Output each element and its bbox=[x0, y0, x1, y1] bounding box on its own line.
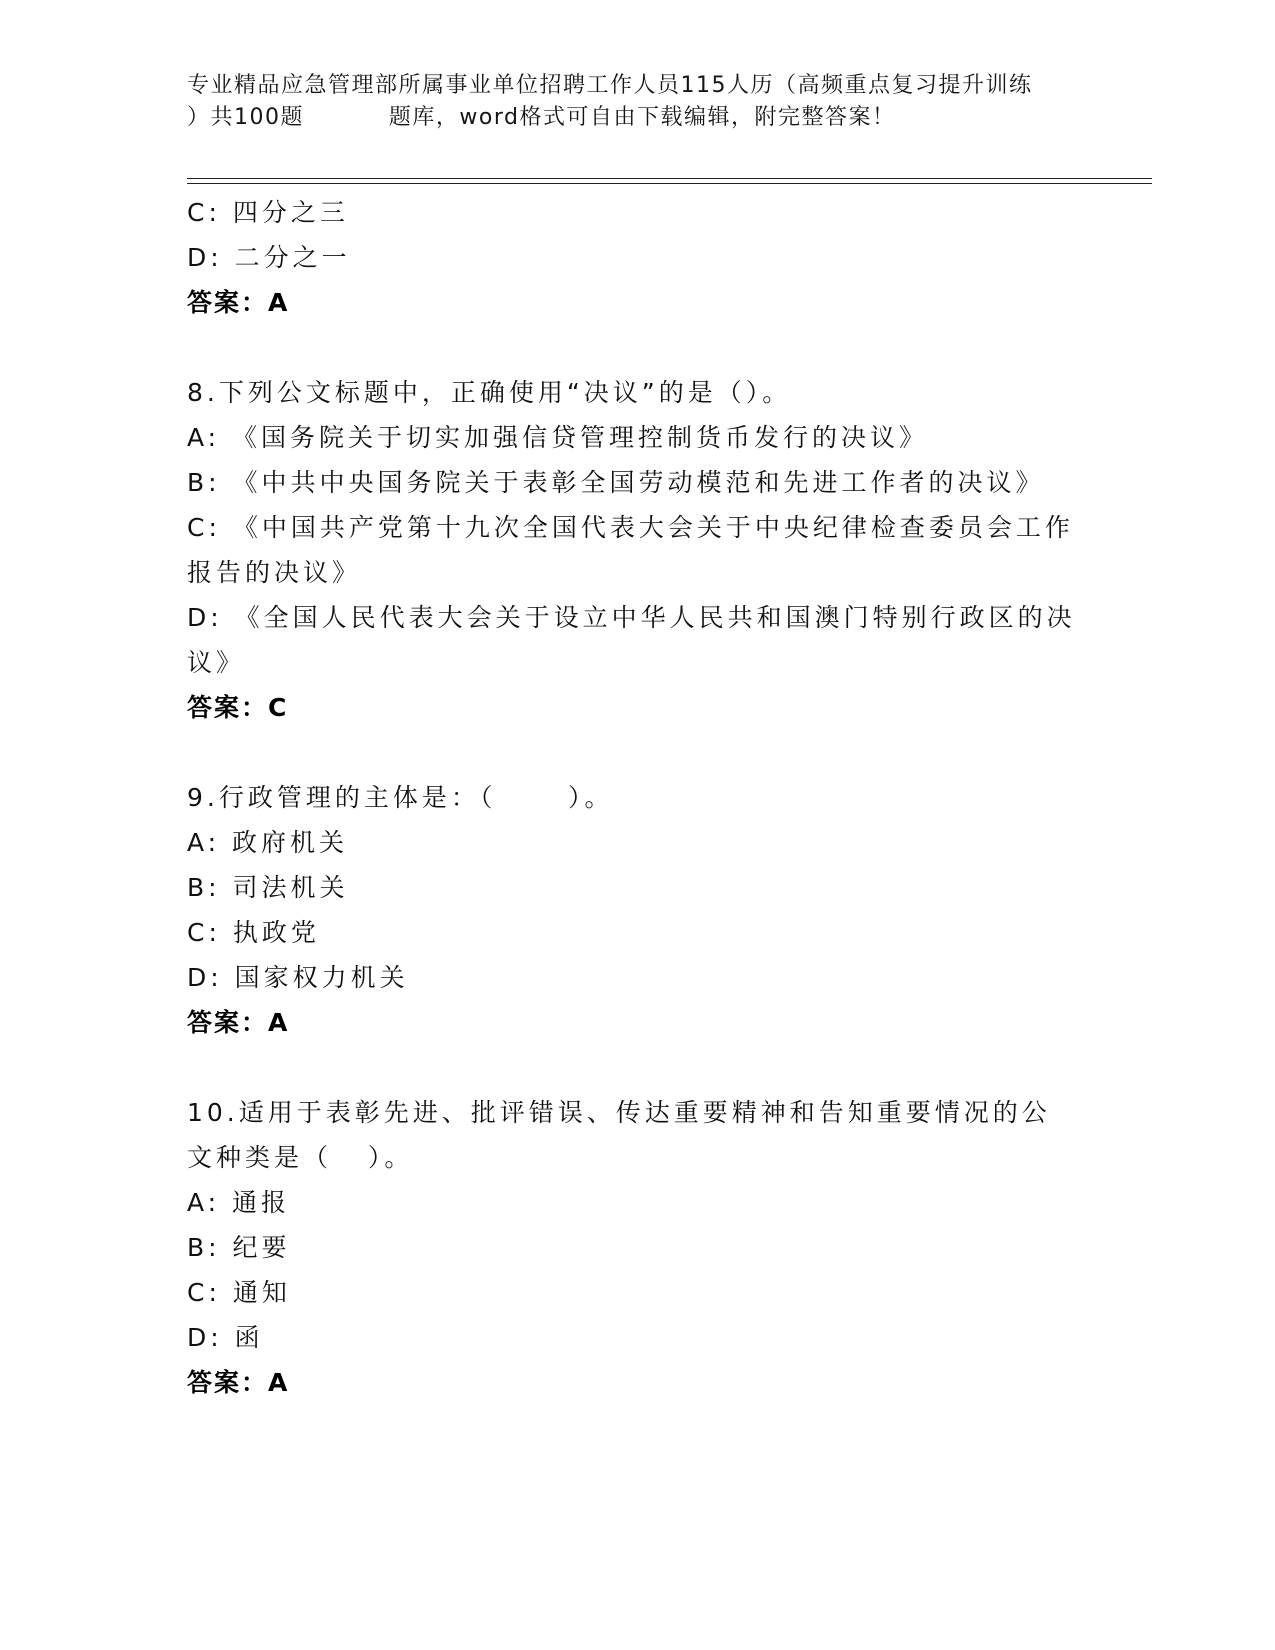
header-line-2: ）共100题 题库，word格式可自由下载编辑，附完整答案！ bbox=[187, 105, 896, 130]
answer-line: 答案：C bbox=[187, 693, 289, 722]
question-stem: 8.下列公文标题中，正确使用“决议”的是（）。 bbox=[187, 378, 792, 407]
question-10 bbox=[187, 1090, 1077, 1405]
prev-question-tail bbox=[187, 190, 1077, 325]
question-spacer bbox=[187, 325, 1077, 370]
option-c: C: 四分之三 bbox=[187, 198, 349, 227]
question-content bbox=[187, 190, 1077, 1405]
question-stem: 9.行政管理的主体是：（ ）。 bbox=[187, 783, 614, 812]
option-c: C: 《中国共产党第十九次全国代表大会关于中央纪律检查委员会工作报告的决议》 bbox=[187, 513, 1074, 587]
option-d: D: 国家权力机关 bbox=[187, 963, 409, 992]
question-8 bbox=[187, 370, 1077, 730]
page-header bbox=[187, 70, 1087, 134]
option-b: B: 纪要 bbox=[187, 1233, 291, 1262]
option-d: D: 函 bbox=[187, 1323, 264, 1352]
option-b: B: 《中共中央国务院关于表彰全国劳动模范和先进工作者的决议》 bbox=[187, 468, 1045, 497]
option-b: B: 司法机关 bbox=[187, 873, 349, 902]
answer-line: 答案：A bbox=[187, 288, 290, 317]
answer-line: 答案：A bbox=[187, 1368, 290, 1397]
header-rule-top bbox=[187, 178, 1152, 179]
option-c: C: 通知 bbox=[187, 1278, 291, 1307]
header-rule-bottom bbox=[187, 183, 1152, 184]
header-line-1: 专业精品应急管理部所属事业单位招聘工作人员115人历（高频重点复习提升训练 bbox=[187, 73, 1033, 98]
question-9 bbox=[187, 775, 1077, 1045]
option-a: A: 政府机关 bbox=[187, 828, 349, 857]
question-spacer bbox=[187, 730, 1077, 775]
option-d: D: 二分之一 bbox=[187, 243, 351, 272]
answer-line: 答案：A bbox=[187, 1008, 290, 1037]
question-spacer bbox=[187, 1045, 1077, 1090]
option-a: A: 通报 bbox=[187, 1188, 291, 1217]
option-a: A: 《国务院关于切实加强信贷管理控制货币发行的决议》 bbox=[187, 423, 929, 452]
question-stem: 10.适用于表彰先进、批评错误、传达重要精神和告知重要情况的公文种类是（ ）。 bbox=[187, 1098, 1051, 1172]
option-c: C: 执政党 bbox=[187, 918, 320, 947]
option-d: D: 《全国人民代表大会关于设立中华人民共和国澳门特别行政区的决议》 bbox=[187, 603, 1076, 677]
